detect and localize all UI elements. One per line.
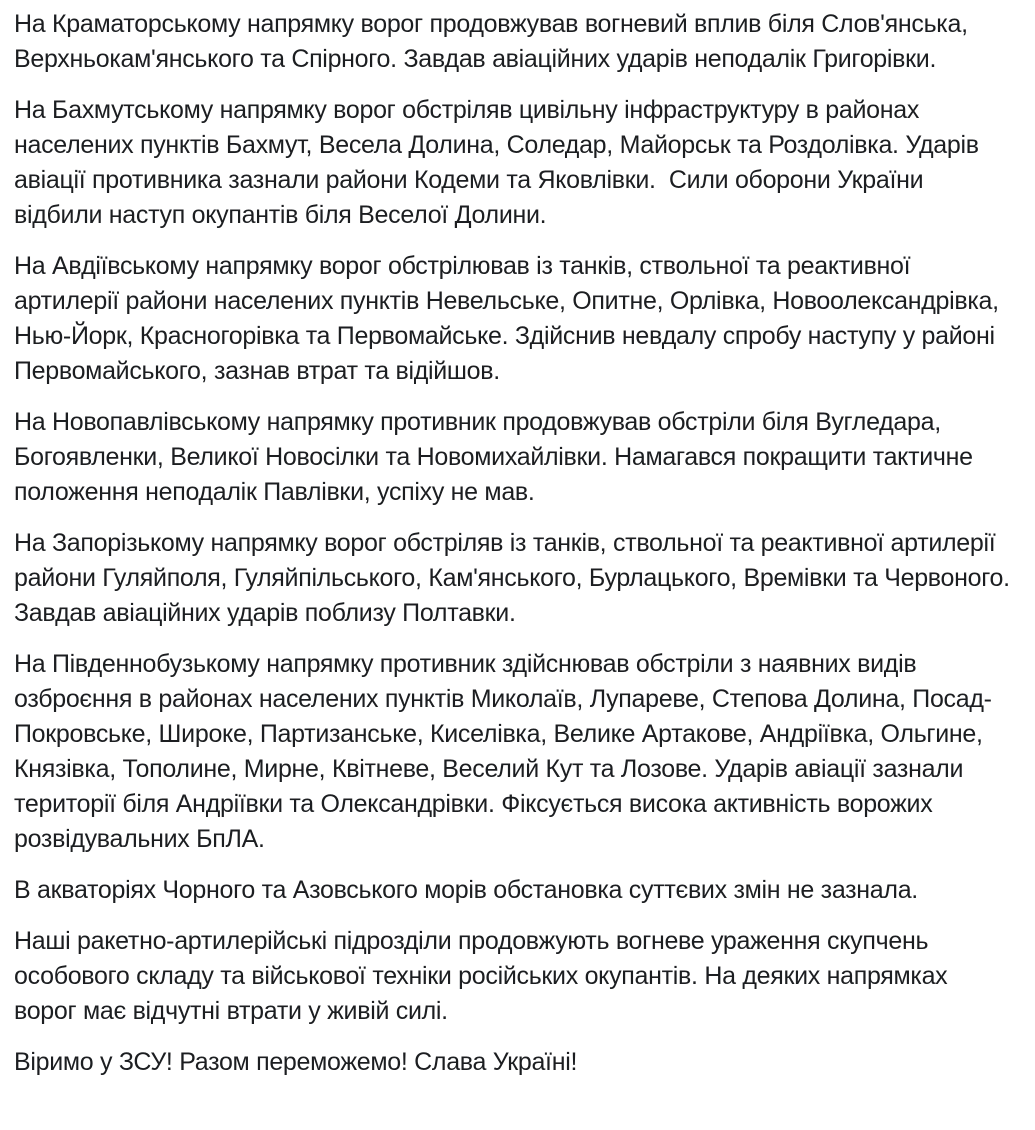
paragraph-novopavlivka-direction: На Новопавлівському напрямку противник продовжував обстріли біля Вугледара, Богоявленки, Великої Новосілки та Новомихайлівки. Намагався покращити тактичне положення неподалік Павлівки, успіху не мав. bbox=[14, 408, 980, 506]
paragraph-artillery-strikes: Наші ракетно-артилерійські підрозділи продовжують вогневе ураження скупчень особового складу та військової техніки російських окупантів. На деяких напрямках ворог має відчутні втрати у живій силі. bbox=[14, 927, 955, 1025]
paragraph-sea-situation: В акваторіях Чорного та Азовського морів обстановка суттєвих змін не зазнала. bbox=[14, 876, 918, 904]
paragraph-pivdennyi-buh-direction: На Південнобузькому напрямку противник здійснював обстріли з наявних видів озброєння в районах населених пунктів Миколаїв, Лупареве, Степова Долина, Посад-Покровське, Широке, Партизанське, Киселівка, Велике Артакове, Андріївка, Ольгине, Князівка, Тополине, Мирне, Квітневе, Веселий Кут та Лозове. Ударів авіації зазнали території біля Андріївки та Олександрівки. Фіксується висока активність ворожих розвідувальних БпЛА. bbox=[14, 650, 992, 853]
paragraph-zaporizhzhia-direction: На Запорізькому напрямку ворог обстріляв із танків, ствольної та реактивної артилерії райони Гуляйполя, Гуляйпільського, Кам'янського, Бурлацького, Времівки та Червоного. Завдав авіаційних ударів поблизу Полтавки. bbox=[14, 529, 1017, 627]
paragraph-bakhmut-direction: На Бахмутському напрямку ворог обстріляв цивільну інфраструктуру в районах населених пунктів Бахмут, Весела Долина, Соледар, Майорськ та Роздолівка. Ударів авіації противника зазнали райони Кодеми та Яковлівки. Сили оборони України відбили наступ окупантів біля Веселої Долини. bbox=[14, 96, 986, 229]
paragraph-slogan: Віримо у ЗСУ! Разом переможемо! Слава Україні! bbox=[14, 1048, 578, 1076]
paragraph-avdiivka-direction: На Авдіївському напрямку ворог обстрілював із танків, ствольної та реактивної артилерії райони населених пунктів Невельське, Опитне, Орлівка, Новоолександрівка, Нью-Йорк, Красногорівка та Первомайське. Здійснив невдалу спробу наступу у районі Первомайського, зазнав втрат та відійшов. bbox=[14, 252, 1006, 385]
paragraph-kramatorsk-direction: На Краматорському напрямку ворог продовжував вогневий вплив біля Слов'янська, Верхньокам'янського та Спірного. Завдав авіаційних ударів неподалік Григорівки. bbox=[14, 10, 975, 73]
